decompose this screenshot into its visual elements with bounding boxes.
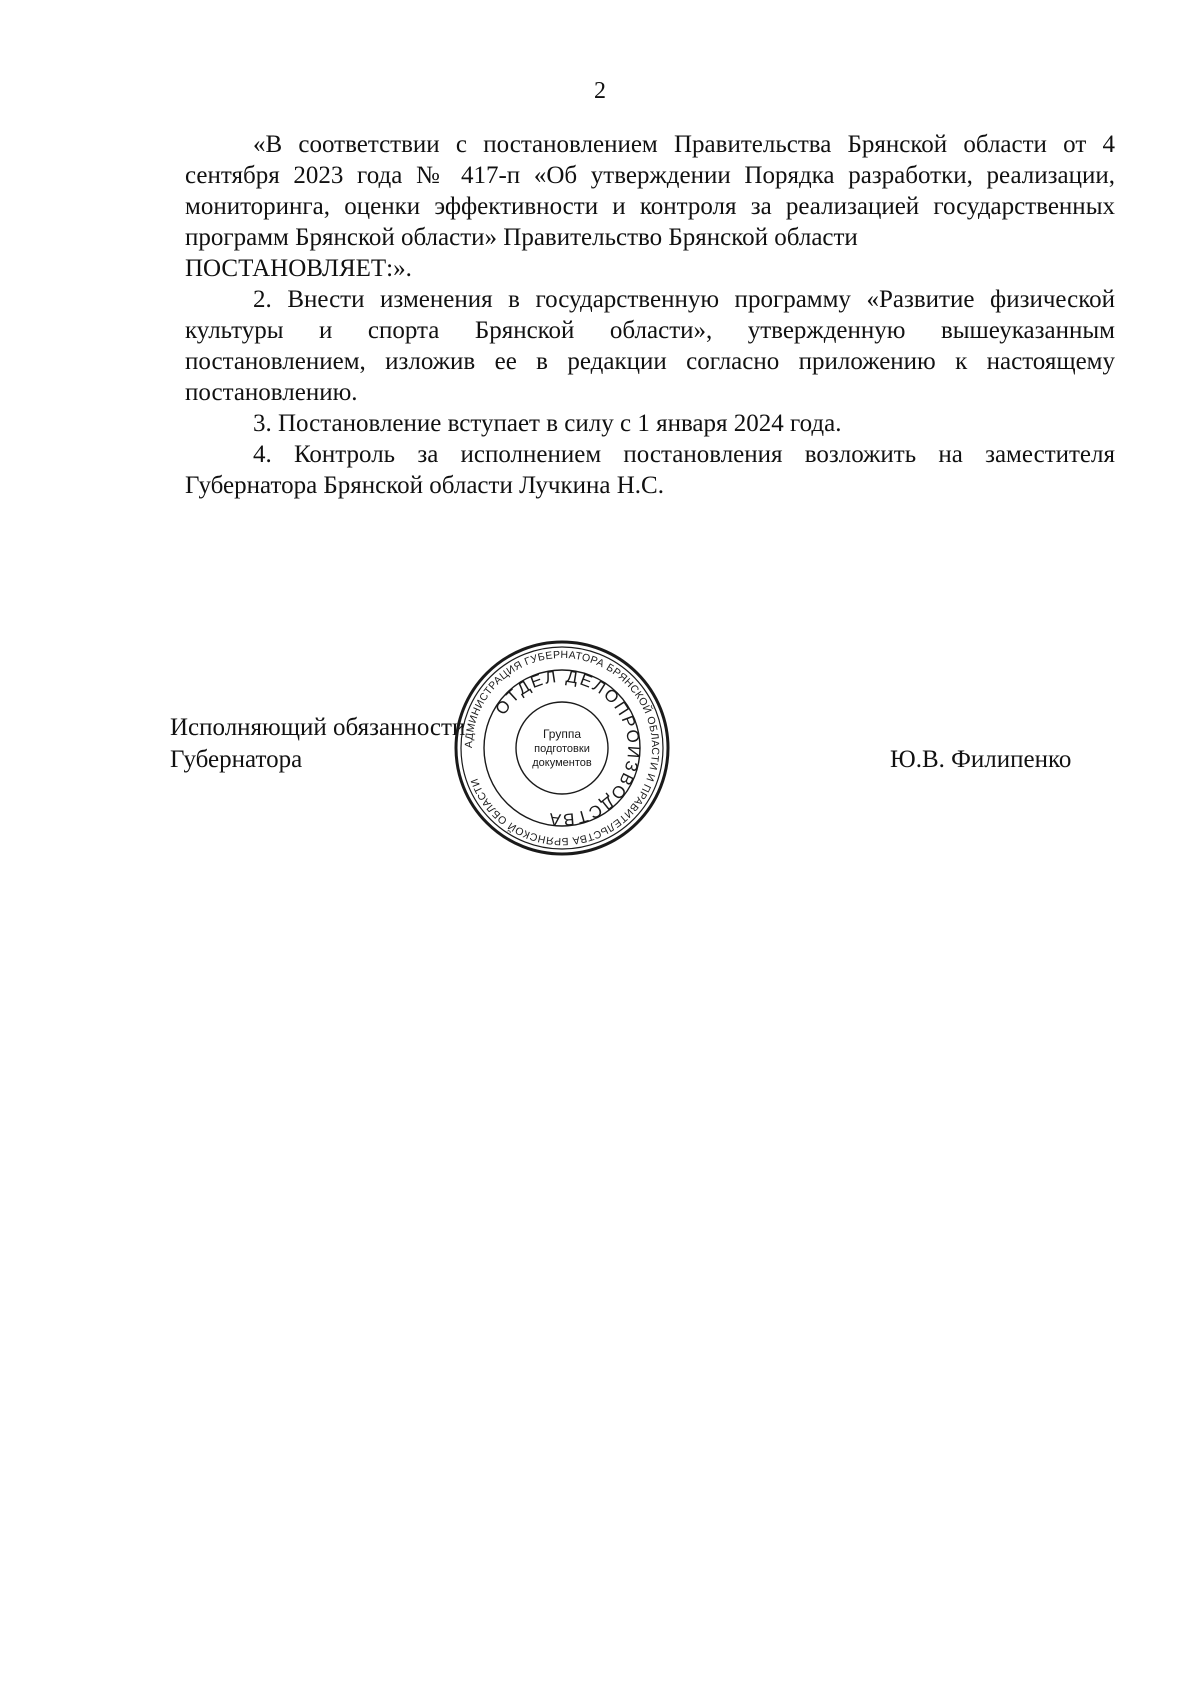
signer-name: Ю.В. Филипенко bbox=[890, 746, 1072, 773]
signature-position-line1: Исполняющий обязанности bbox=[170, 714, 466, 741]
signature-position bbox=[170, 712, 465, 776]
official-stamp bbox=[452, 638, 672, 858]
stamp-center-line1: Группа bbox=[542, 727, 582, 741]
quote-paragraph: «В соответствии с постановлением Правительства Брянской области от 4 сентября 2023 года № 417-п «Об утверждении Порядка разработки, реализации, мониторинга, оценки эффективности и контроля за реализацией государственных программ Брянской области» Правительство Брянской области bbox=[185, 131, 1115, 251]
item-3-paragraph: 3. Постановление вступает в силу с 1 января 2024 года. bbox=[253, 410, 842, 437]
signature-position-line2: Губернатора bbox=[170, 746, 303, 773]
item-2-paragraph: 2. Внести изменения в государственную программу «Развитие физической культуры и спорта Брянской области», утвержденную вышеуказанным постановлением, изложив ее в редакции согласно приложению к настоящему постановлению. bbox=[185, 286, 1115, 406]
resolves-line: ПОСТАНОВЛЯЕТ:». bbox=[185, 255, 412, 282]
stamp-center-line3: документов bbox=[532, 757, 592, 769]
page-number: 2 bbox=[594, 78, 606, 104]
item-4-paragraph: 4. Контроль за исполнением постановления возложить на заместителя Губернатора Брянской области Лучкина Н.С. bbox=[185, 441, 1115, 499]
stamp-center-line2: подготовки bbox=[534, 743, 590, 755]
stamp-outer-ring-text: АДМИНИСТРАЦИЯ ГУБЕРНАТОРА БРЯНСКОЙ ОБЛАСТИ И ПРАВИТЕЛЬСТВА БРЯНСКОЙ ОБЛАСТИ bbox=[462, 648, 662, 848]
document-body bbox=[185, 129, 1115, 501]
stamp-seal-icon bbox=[452, 638, 672, 858]
stamp-inner-ring-text: ОТДЕЛ ДЕЛОПРОИЗВОДСТВА bbox=[491, 666, 644, 830]
